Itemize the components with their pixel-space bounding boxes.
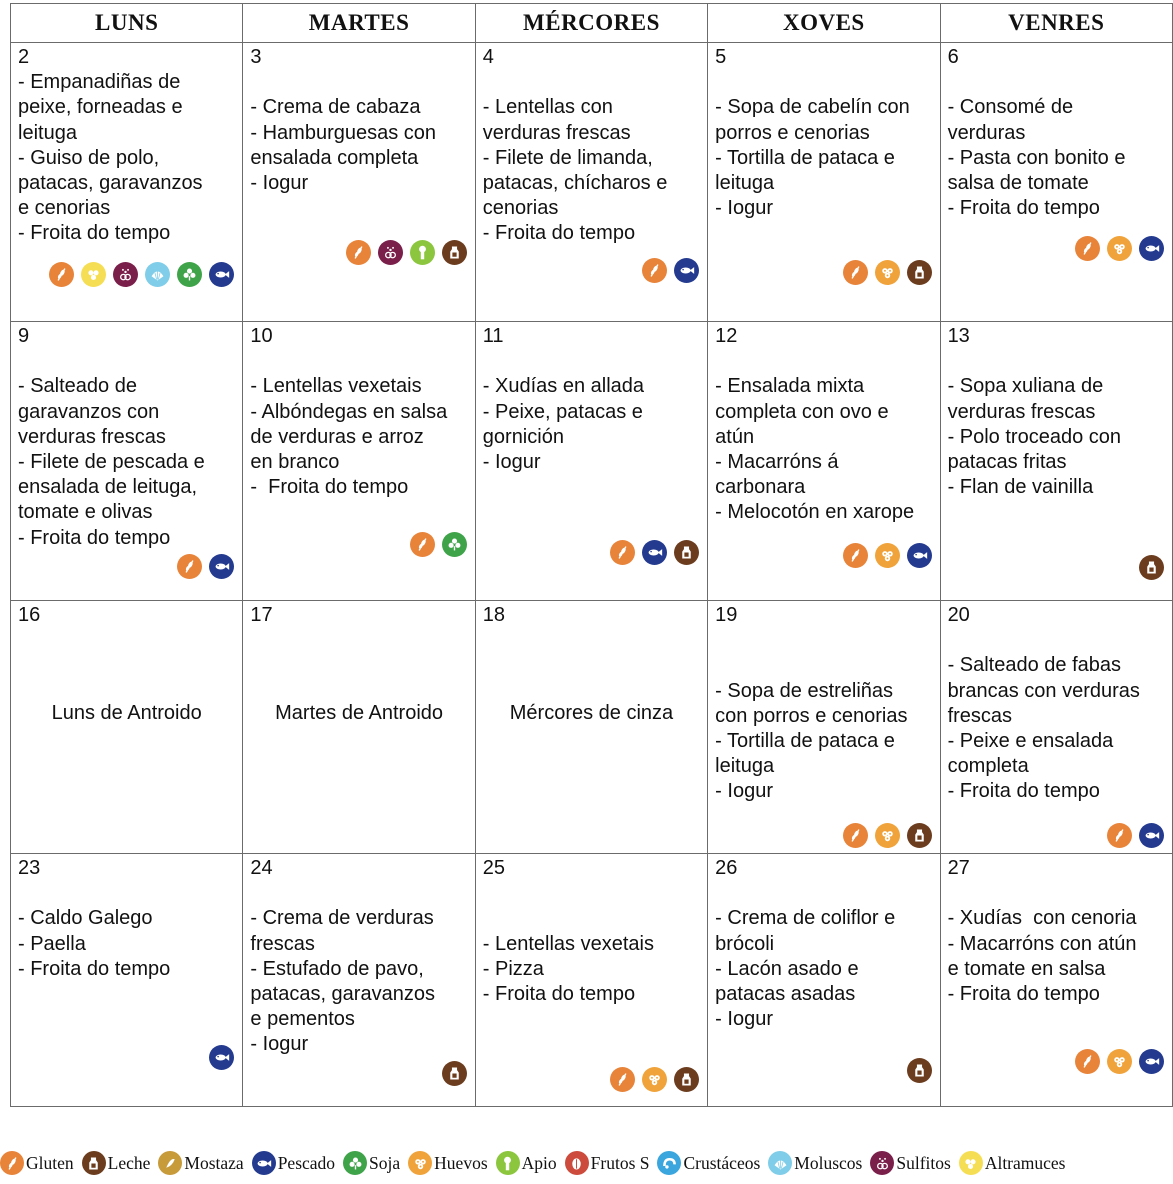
- milk-icon: [907, 1058, 932, 1083]
- menu-dishes: [715, 70, 933, 221]
- menu-line: - Sopa de estreliñas: [715, 679, 894, 702]
- menu-line: - Froita do tempo: [482, 983, 636, 1006]
- fish-icon: [209, 262, 234, 287]
- day-number: 19: [715, 604, 738, 626]
- legend-item-apio: [496, 1151, 557, 1175]
- legend-label: Moluscos: [794, 1152, 863, 1173]
- menu-line: cenorias: [482, 197, 559, 220]
- celery-icon: [496, 1151, 520, 1175]
- wheat-icon: [177, 554, 202, 579]
- menu-line: [715, 70, 933, 95]
- legend-label: Huevos: [434, 1152, 488, 1173]
- menu-line: [715, 349, 933, 374]
- fish-icon: [674, 258, 699, 283]
- legend-item-crustaceos: [657, 1151, 760, 1175]
- menu-line: - Froita do tempo: [18, 222, 171, 245]
- fish-icon: [1139, 236, 1164, 261]
- menu-dishes: [250, 70, 468, 196]
- nuts-icon: [565, 1151, 589, 1175]
- menu-line: - Sopa xuliana de: [947, 375, 1104, 398]
- menu-line: - Crema de verduras: [250, 907, 434, 930]
- mollusc-icon: [768, 1151, 792, 1175]
- day-number: 9: [18, 325, 30, 347]
- menu-line: con porros e cenorias: [715, 704, 908, 727]
- menu-line: - Tortilla de pataca e: [715, 730, 895, 753]
- menu-line: [715, 653, 933, 678]
- menu-line: - Caldo Galego: [18, 907, 153, 930]
- menu-line: ensalada de leituga,: [18, 476, 198, 499]
- allergen-icons: [610, 1067, 699, 1092]
- day-cell-thursday: [708, 854, 940, 1107]
- menu-line: [250, 881, 468, 906]
- weekday-header-row: [11, 4, 1173, 43]
- menu-line: [250, 349, 468, 374]
- menu-line: - Xudías con cenoria: [947, 907, 1137, 930]
- menu-line: leituga: [18, 121, 77, 144]
- header-thursday: XOVES: [708, 4, 940, 43]
- menu-line: - Ensalada mixta: [715, 375, 865, 398]
- menu-line: - Pasta con bonito e: [947, 146, 1126, 169]
- fish-icon: [907, 543, 932, 568]
- holiday-label: Mércores de cinza: [509, 702, 674, 724]
- legend-item-pescado: [252, 1151, 335, 1175]
- eggs-icon: [642, 1067, 667, 1092]
- soy-icon: [177, 262, 202, 287]
- legend-item-altramuces: [959, 1151, 1066, 1175]
- wheat-icon: [610, 1067, 635, 1092]
- menu-line: - Iogur: [715, 197, 773, 220]
- legend-label: Soja: [369, 1152, 401, 1173]
- menu-line: - Crema de coliflor e: [715, 907, 896, 930]
- menu-line: gornición: [482, 425, 564, 448]
- allergen-icons: [843, 543, 932, 568]
- menu-line: - Froita do tempo: [947, 197, 1100, 220]
- menu-line: [483, 349, 701, 374]
- fish-icon: [642, 540, 667, 565]
- menu-line: e tomate en salsa: [947, 957, 1106, 980]
- wheat-icon: [843, 543, 868, 568]
- day-number: 23: [18, 857, 41, 879]
- menu-line: carbonara: [715, 476, 806, 499]
- menu-dishes: [948, 349, 1166, 500]
- menu-dishes: [948, 881, 1166, 1007]
- menu-line: patacas, chícharos e: [482, 172, 668, 195]
- menu-dishes: [483, 349, 701, 475]
- menu-line: - Paella: [18, 932, 86, 955]
- legend-label: Frutos S: [590, 1152, 650, 1173]
- allergen-icons: [1107, 823, 1164, 848]
- eggs-icon: [875, 543, 900, 568]
- menu-line: patacas fritas: [947, 451, 1067, 474]
- menu-line: - Iogur: [482, 451, 541, 474]
- wheat-icon: [49, 262, 74, 287]
- menu-line: - Lentellas vexetais: [250, 375, 422, 398]
- menu-line: completa con ovo e: [715, 400, 889, 423]
- day-number: 10: [250, 325, 273, 347]
- allergen-icons: [346, 240, 467, 265]
- legend-label: Leche: [107, 1152, 151, 1173]
- menu-line: [18, 349, 236, 374]
- day-number: 25: [482, 857, 506, 879]
- fish-icon: [1139, 1049, 1164, 1074]
- day-number: 4: [482, 46, 494, 68]
- menu-line: e cenorias: [18, 197, 111, 220]
- menu-dishes: [250, 881, 468, 1057]
- menu-line: - Froita do tempo: [18, 957, 171, 980]
- menu-line: - Froita do tempo: [947, 983, 1100, 1006]
- day-cell-monday: [11, 322, 243, 601]
- holiday-label: Martes de Antroido: [275, 702, 444, 724]
- eggs-icon: [1107, 1049, 1132, 1074]
- legend-item-gluten: [0, 1151, 74, 1175]
- menu-line: - Estufado de pavo,: [250, 957, 424, 980]
- fish-icon: [252, 1151, 276, 1175]
- legend-label: Altramuces: [984, 1152, 1066, 1173]
- wheat-icon: [1107, 823, 1132, 848]
- wheat-icon: [1075, 236, 1100, 261]
- menu-line: [948, 881, 1166, 906]
- allergen-icons: [843, 823, 932, 848]
- menu-line: [483, 906, 701, 931]
- menu-dishes: [715, 628, 933, 804]
- menu-line: patacas, garavanzos: [250, 983, 435, 1006]
- legend-label: Pescado: [277, 1152, 336, 1173]
- menu-line: porros e cenorias: [715, 121, 870, 144]
- lupin-icon: [959, 1151, 983, 1175]
- menu-line: e pementos: [250, 1008, 355, 1031]
- wheat-icon: [1075, 1049, 1100, 1074]
- day-cell-tuesday: [243, 601, 475, 854]
- menu-line: - Salteado de: [18, 375, 137, 398]
- day-cell-monday: [11, 601, 243, 854]
- legend-label: Apio: [521, 1152, 557, 1173]
- menu-line: ensalada completa: [250, 146, 419, 169]
- menu-line: - Lacón asado e: [715, 957, 859, 980]
- allergen-icons: [907, 1058, 932, 1083]
- legend-item-moluscos: [768, 1151, 862, 1175]
- allergen-icons: [49, 262, 234, 287]
- allergen-icons: [843, 260, 932, 285]
- menu-line: - Peixe, patacas e: [482, 400, 643, 423]
- menu-line: - Tortilla de pataca e: [715, 146, 895, 169]
- menu-line: - Lentellas con: [482, 96, 613, 119]
- menu-line: - Melocotón en xarope: [715, 501, 915, 524]
- menu-line: brócoli: [715, 932, 775, 955]
- menu-dishes: [948, 628, 1166, 804]
- day-cell-friday: [940, 322, 1172, 601]
- menu-line: - Flan de vainilla: [947, 476, 1094, 499]
- legend-label: Gluten: [26, 1152, 74, 1173]
- crustacean-icon: [657, 1151, 681, 1175]
- day-cell-wednesday: [475, 854, 707, 1107]
- menu-line: verduras frescas: [18, 425, 166, 448]
- day-cell-monday: [11, 854, 243, 1107]
- wheat-icon: [346, 240, 371, 265]
- header-wednesday: MÉRCORES: [475, 4, 707, 43]
- menu-line: - Albóndegas en salsa: [250, 400, 448, 423]
- menu-line: leituga: [715, 755, 775, 778]
- milk-icon: [907, 260, 932, 285]
- menu-line: de verduras e arroz: [250, 425, 424, 448]
- menu-line: - Polo troceado con: [947, 425, 1121, 448]
- menu-line: - Filete de limanda,: [482, 146, 653, 169]
- day-number: 11: [482, 325, 504, 347]
- menu-line: verduras frescas: [482, 121, 631, 144]
- menu-dishes: [715, 349, 933, 525]
- milk-icon: [442, 1061, 467, 1086]
- day-cell-thursday: [708, 322, 940, 601]
- menu-line: - Froita do tempo: [482, 222, 636, 245]
- menu-line: patacas, garavanzos: [18, 172, 203, 195]
- milk-icon: [82, 1151, 106, 1175]
- day-cell-wednesday: [475, 322, 707, 601]
- menu-line: [948, 349, 1166, 374]
- day-cell-tuesday: [243, 43, 475, 322]
- legend-item-mostaza: [158, 1151, 243, 1175]
- menu-line: [250, 70, 468, 95]
- menu-line: frescas: [250, 932, 315, 955]
- legend-item-soja: [343, 1151, 400, 1175]
- menu-line: - Iogur: [715, 1008, 773, 1031]
- allergen-icons: [1075, 236, 1164, 261]
- header-monday: LUNS: [11, 4, 243, 43]
- menu-line: [483, 881, 701, 906]
- menu-line: [18, 881, 236, 906]
- menu-line: verduras frescas: [947, 400, 1096, 423]
- day-number: 27: [947, 857, 970, 879]
- day-number: 2: [18, 46, 30, 68]
- legend-label: Crustáceos: [683, 1152, 761, 1173]
- menu-dishes: [18, 70, 236, 246]
- allergen-legend: [0, 1146, 1173, 1180]
- wheat-icon: [642, 258, 667, 283]
- wheat-icon: [843, 260, 868, 285]
- wheat-icon: [843, 823, 868, 848]
- menu-line: - Iogur: [250, 1033, 309, 1056]
- allergen-icons: [1139, 555, 1164, 580]
- eggs-icon: [408, 1151, 432, 1175]
- menu-line: - Xudías en allada: [482, 375, 645, 398]
- menu-line: - Crema de cabaza: [250, 96, 421, 119]
- eggs-icon: [1107, 236, 1132, 261]
- menu-line: - Froita do tempo: [18, 526, 171, 549]
- menu-line: - Macarróns con atún: [947, 932, 1137, 955]
- menu-line: [715, 881, 933, 906]
- menu-line: - Hamburguesas con: [250, 121, 437, 144]
- fish-icon: [1139, 823, 1164, 848]
- soy-icon: [343, 1151, 367, 1175]
- week-row: [11, 601, 1173, 854]
- weekly-menu-table: [10, 3, 1173, 1107]
- header-tuesday: MARTES: [243, 4, 475, 43]
- legend-item-leche: [82, 1151, 151, 1175]
- sulphites-icon: [870, 1151, 894, 1175]
- soy-icon: [442, 532, 467, 557]
- menu-dishes: [483, 70, 701, 246]
- fish-icon: [209, 554, 234, 579]
- allergen-icons: [209, 1045, 234, 1070]
- day-cell-monday: [11, 43, 243, 322]
- day-cell-tuesday: [243, 322, 475, 601]
- day-number: 3: [250, 46, 262, 68]
- menu-dishes: [18, 881, 236, 982]
- day-cell-friday: [940, 854, 1172, 1107]
- legend-label: Mostaza: [184, 1152, 244, 1173]
- day-number: 26: [715, 857, 738, 879]
- menu-line: - Macarróns á: [715, 451, 839, 474]
- menu-line: - Froita do tempo: [947, 780, 1100, 803]
- day-number: 13: [947, 325, 970, 347]
- header-friday: VENRES: [940, 4, 1172, 43]
- legend-item-frutos: [565, 1151, 650, 1175]
- eggs-icon: [875, 823, 900, 848]
- milk-icon: [1139, 555, 1164, 580]
- week-row: [11, 43, 1173, 322]
- lupin-icon: [81, 262, 106, 287]
- allergen-icons: [1075, 1049, 1164, 1074]
- menu-line: - Pizza: [482, 957, 544, 980]
- day-number: 17: [250, 604, 273, 626]
- sulphites-icon: [378, 240, 403, 265]
- day-cell-tuesday: [243, 854, 475, 1107]
- eggs-icon: [875, 260, 900, 285]
- day-number: 16: [18, 604, 41, 626]
- week-row: [11, 322, 1173, 601]
- allergen-icons: [442, 1061, 467, 1086]
- mollusc-icon: [145, 262, 170, 287]
- allergen-icons: [642, 258, 699, 283]
- wheat-icon: [610, 540, 635, 565]
- day-number: 5: [715, 46, 727, 68]
- fish-icon: [209, 1045, 234, 1070]
- menu-line: tomate e olivas: [18, 501, 153, 524]
- day-cell-friday: [940, 43, 1172, 322]
- allergen-icons: [177, 554, 234, 579]
- day-cell-wednesday: [475, 43, 707, 322]
- day-number: 6: [947, 46, 959, 68]
- menu-line: frescas: [947, 704, 1013, 727]
- menu-line: - Iogur: [250, 172, 309, 195]
- allergen-icons: [410, 532, 467, 557]
- legend-label: Sulfitos: [896, 1152, 951, 1173]
- menu-line: atún: [715, 425, 755, 448]
- menu-line: - Empanadiñas de: [18, 71, 181, 94]
- menu-line: - Filete de pescada e: [18, 451, 205, 474]
- milk-icon: [442, 240, 467, 265]
- menu-line: salsa de tomate: [947, 172, 1089, 195]
- day-cell-thursday: [708, 43, 940, 322]
- sulphites-icon: [113, 262, 138, 287]
- menu-line: verduras: [947, 121, 1026, 144]
- menu-line: - Sopa de cabelín con: [715, 96, 910, 119]
- menu-dishes: [483, 881, 701, 1007]
- menu-line: leituga: [715, 172, 775, 195]
- legend-item-huevos: [408, 1151, 487, 1175]
- menu-line: - Peixe e ensalada: [947, 730, 1114, 753]
- menu-line: en branco: [250, 451, 340, 474]
- menu-line: [715, 628, 933, 653]
- holiday-label: Luns de Antroido: [51, 702, 202, 724]
- day-number: 24: [250, 857, 273, 879]
- menu-line: garavanzos con: [18, 400, 160, 423]
- day-cell-wednesday: [475, 601, 707, 854]
- menu-line: patacas asadas: [715, 983, 856, 1006]
- menu-line: [483, 70, 701, 95]
- menu-dishes: [18, 349, 236, 551]
- menu-line: - Guiso de polo,: [18, 146, 160, 169]
- milk-icon: [674, 540, 699, 565]
- day-number: 20: [947, 604, 970, 626]
- day-cell-friday: [940, 601, 1172, 854]
- menu-dishes: [715, 881, 933, 1032]
- menu-line: completa: [947, 755, 1029, 778]
- menu-line: - Consomé de: [947, 96, 1074, 119]
- menu-line: - Lentellas vexetais: [482, 932, 654, 955]
- menu-dishes: [948, 70, 1166, 221]
- milk-icon: [907, 823, 932, 848]
- legend-item-sulfitos: [870, 1151, 950, 1175]
- day-number: 12: [715, 325, 738, 347]
- day-cell-thursday: [708, 601, 940, 854]
- day-number: 18: [482, 604, 506, 626]
- wheat-icon: [410, 532, 435, 557]
- wheat-icon: [0, 1151, 24, 1175]
- menu-line: [948, 70, 1166, 95]
- menu-line: - Salteado de fabas: [947, 654, 1122, 677]
- menu-line: peixe, forneadas e: [18, 96, 183, 119]
- week-row: [11, 854, 1173, 1107]
- menu-dishes: [250, 349, 468, 500]
- allergen-icons: [610, 540, 699, 565]
- milk-icon: [674, 1067, 699, 1092]
- celery-icon: [410, 240, 435, 265]
- mustard-icon: [158, 1151, 182, 1175]
- menu-line: - Iogur: [715, 780, 773, 803]
- menu-line: - Froita do tempo: [250, 476, 409, 499]
- menu-line: [948, 628, 1166, 653]
- menu-line: brancas con verduras: [947, 679, 1140, 702]
